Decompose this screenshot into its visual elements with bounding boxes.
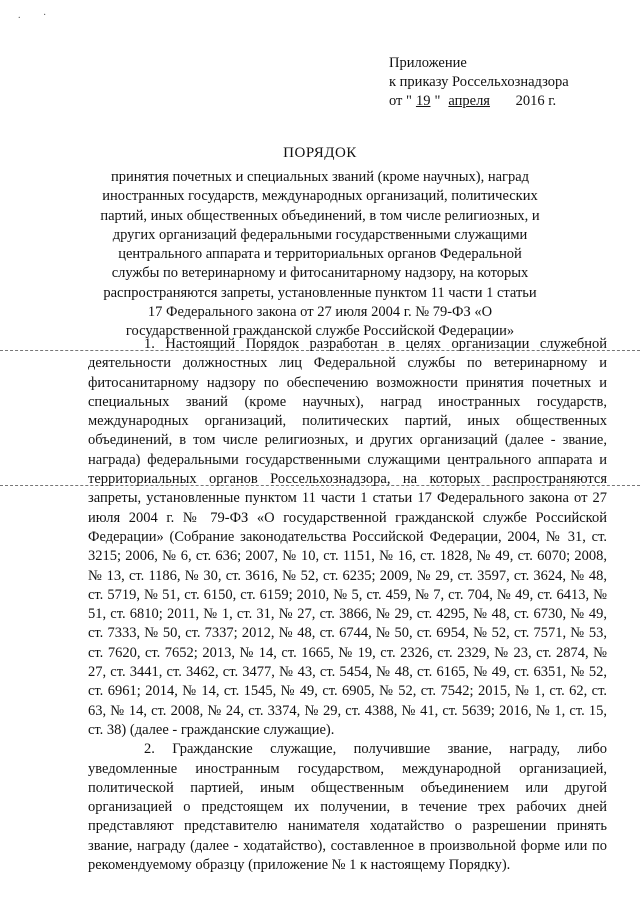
appendix-line: Приложение	[389, 55, 467, 71]
paragraph-2: 2. Гражданские служащие, получившие звание, награду, либо уведомленные иностранным государством, международной организацией, политической партией, иным общественным объединением или другой организацией о предстоящем их получении, в течение трех рабочих дней представляют представителю нанимателя ходатайство о разрешении принять звание, награду (далее - ходатайство), составленное в произвольной форме или по рекомендуемому образцу (приложение № 1 к настоящему Порядку).	[88, 741, 607, 874]
paragraph-1: 1. Настоящий Порядок разработан в целях организации служебной деятельности должностных лиц Федеральной службы по ветеринарному и фитосанитарному надзору по обеспечению возможности принятия почетных и специальных званий (кроме научных), наград иностранных государств, международных организаций, политических партий, иных общественных объединений, в том числе религиозных, и других организаций (далее - звание, награда) федеральными государственными служащими центрального аппарата и территориальных органов Россельхознадзора, на которых распространяются запреты, установленные пунктом 11 части 1 статьи 17 Федерального закона от 27 июля 2004 г. № 79-ФЗ «О государственной гражданской службе Российской Федерации» (Собрание законодательства Российской Федерации, 2004, № 31, ст. 3215; 2006, № 6, ст. 636; 2007, № 10, ст. 1151, № 16, ст. 1828, № 49, ст. 6070; 2008, № 13, ст. 1186, № 30, ст. 3616, № 52, ст. 6235; 2009, № 29, ст. 3597, ст. 3624, № 48, ст. 5719, № 51, ст. 6150, ст. 6159; 2010, № 5, ст. 459, № 7, ст. 704, № 49, ст. 6413, № 51, ст. 6810; 2011, № 1, ст. 31, № 27, ст. 3866, № 29, ст. 4295, № 48, ст. 6730, № 49, ст. 7333, № 50, ст. 7337; 2012, № 48, ст. 6744, № 50, ст. 6954, № 52, ст. 7571, № 53, ст. 7620, ст. 7652; 2013, № 14, ст. 1665, № 19, ст. 2326, ст. 2329, № 23, ст. 2874, № 27, ст. 3441, ст. 3462, ст. 3477, № 43, ст. 5454, № 48, ст. 6165, № 49, ст. 6351, № 52, ст. 6961; 2014, № 14, ст. 1545, № 49, ст. 6905, № 52, ст. 7542; 2015, № 1, ст. 62, ст. 63, № 14, ст. 2008, № 24, ст. 3374, № 29, ст. 4388, № 41, ст. 5639; 2016, № 1, ст. 15, ст. 38) (далее - гражданские служащие).	[88, 336, 607, 738]
appendix-block	[389, 54, 569, 111]
scan-specks: . ·	[18, 10, 57, 21]
document-subtitle: принятия почетных и специальных званий (кроме научных), наград иностранных государств, международных организаций, политических партий, иных общественных объединений, в том числе религиозных, и других организаций федеральными государственными служащими центрального аппарата и территориальных органов Федеральной службы по ветеринарному и фитосанитарному надзору, на которых распространяются запреты, установленные пунктом 11 части 1 статьи 17 Федерального закона от 27 июля 2004 г. № 79-ФЗ «О государственной гражданской службе Российской Федерации»	[100, 169, 540, 340]
date-year: 2016 г.	[515, 93, 557, 109]
document-title: ПОРЯДОК	[283, 145, 357, 161]
date-month: апреля	[448, 93, 490, 109]
document-body	[88, 335, 607, 875]
order-date: от " 19 " апреля 2016 г.	[389, 93, 557, 109]
date-day: 19	[415, 93, 431, 109]
order-reference: к приказу Россельхознадзора	[389, 74, 569, 90]
